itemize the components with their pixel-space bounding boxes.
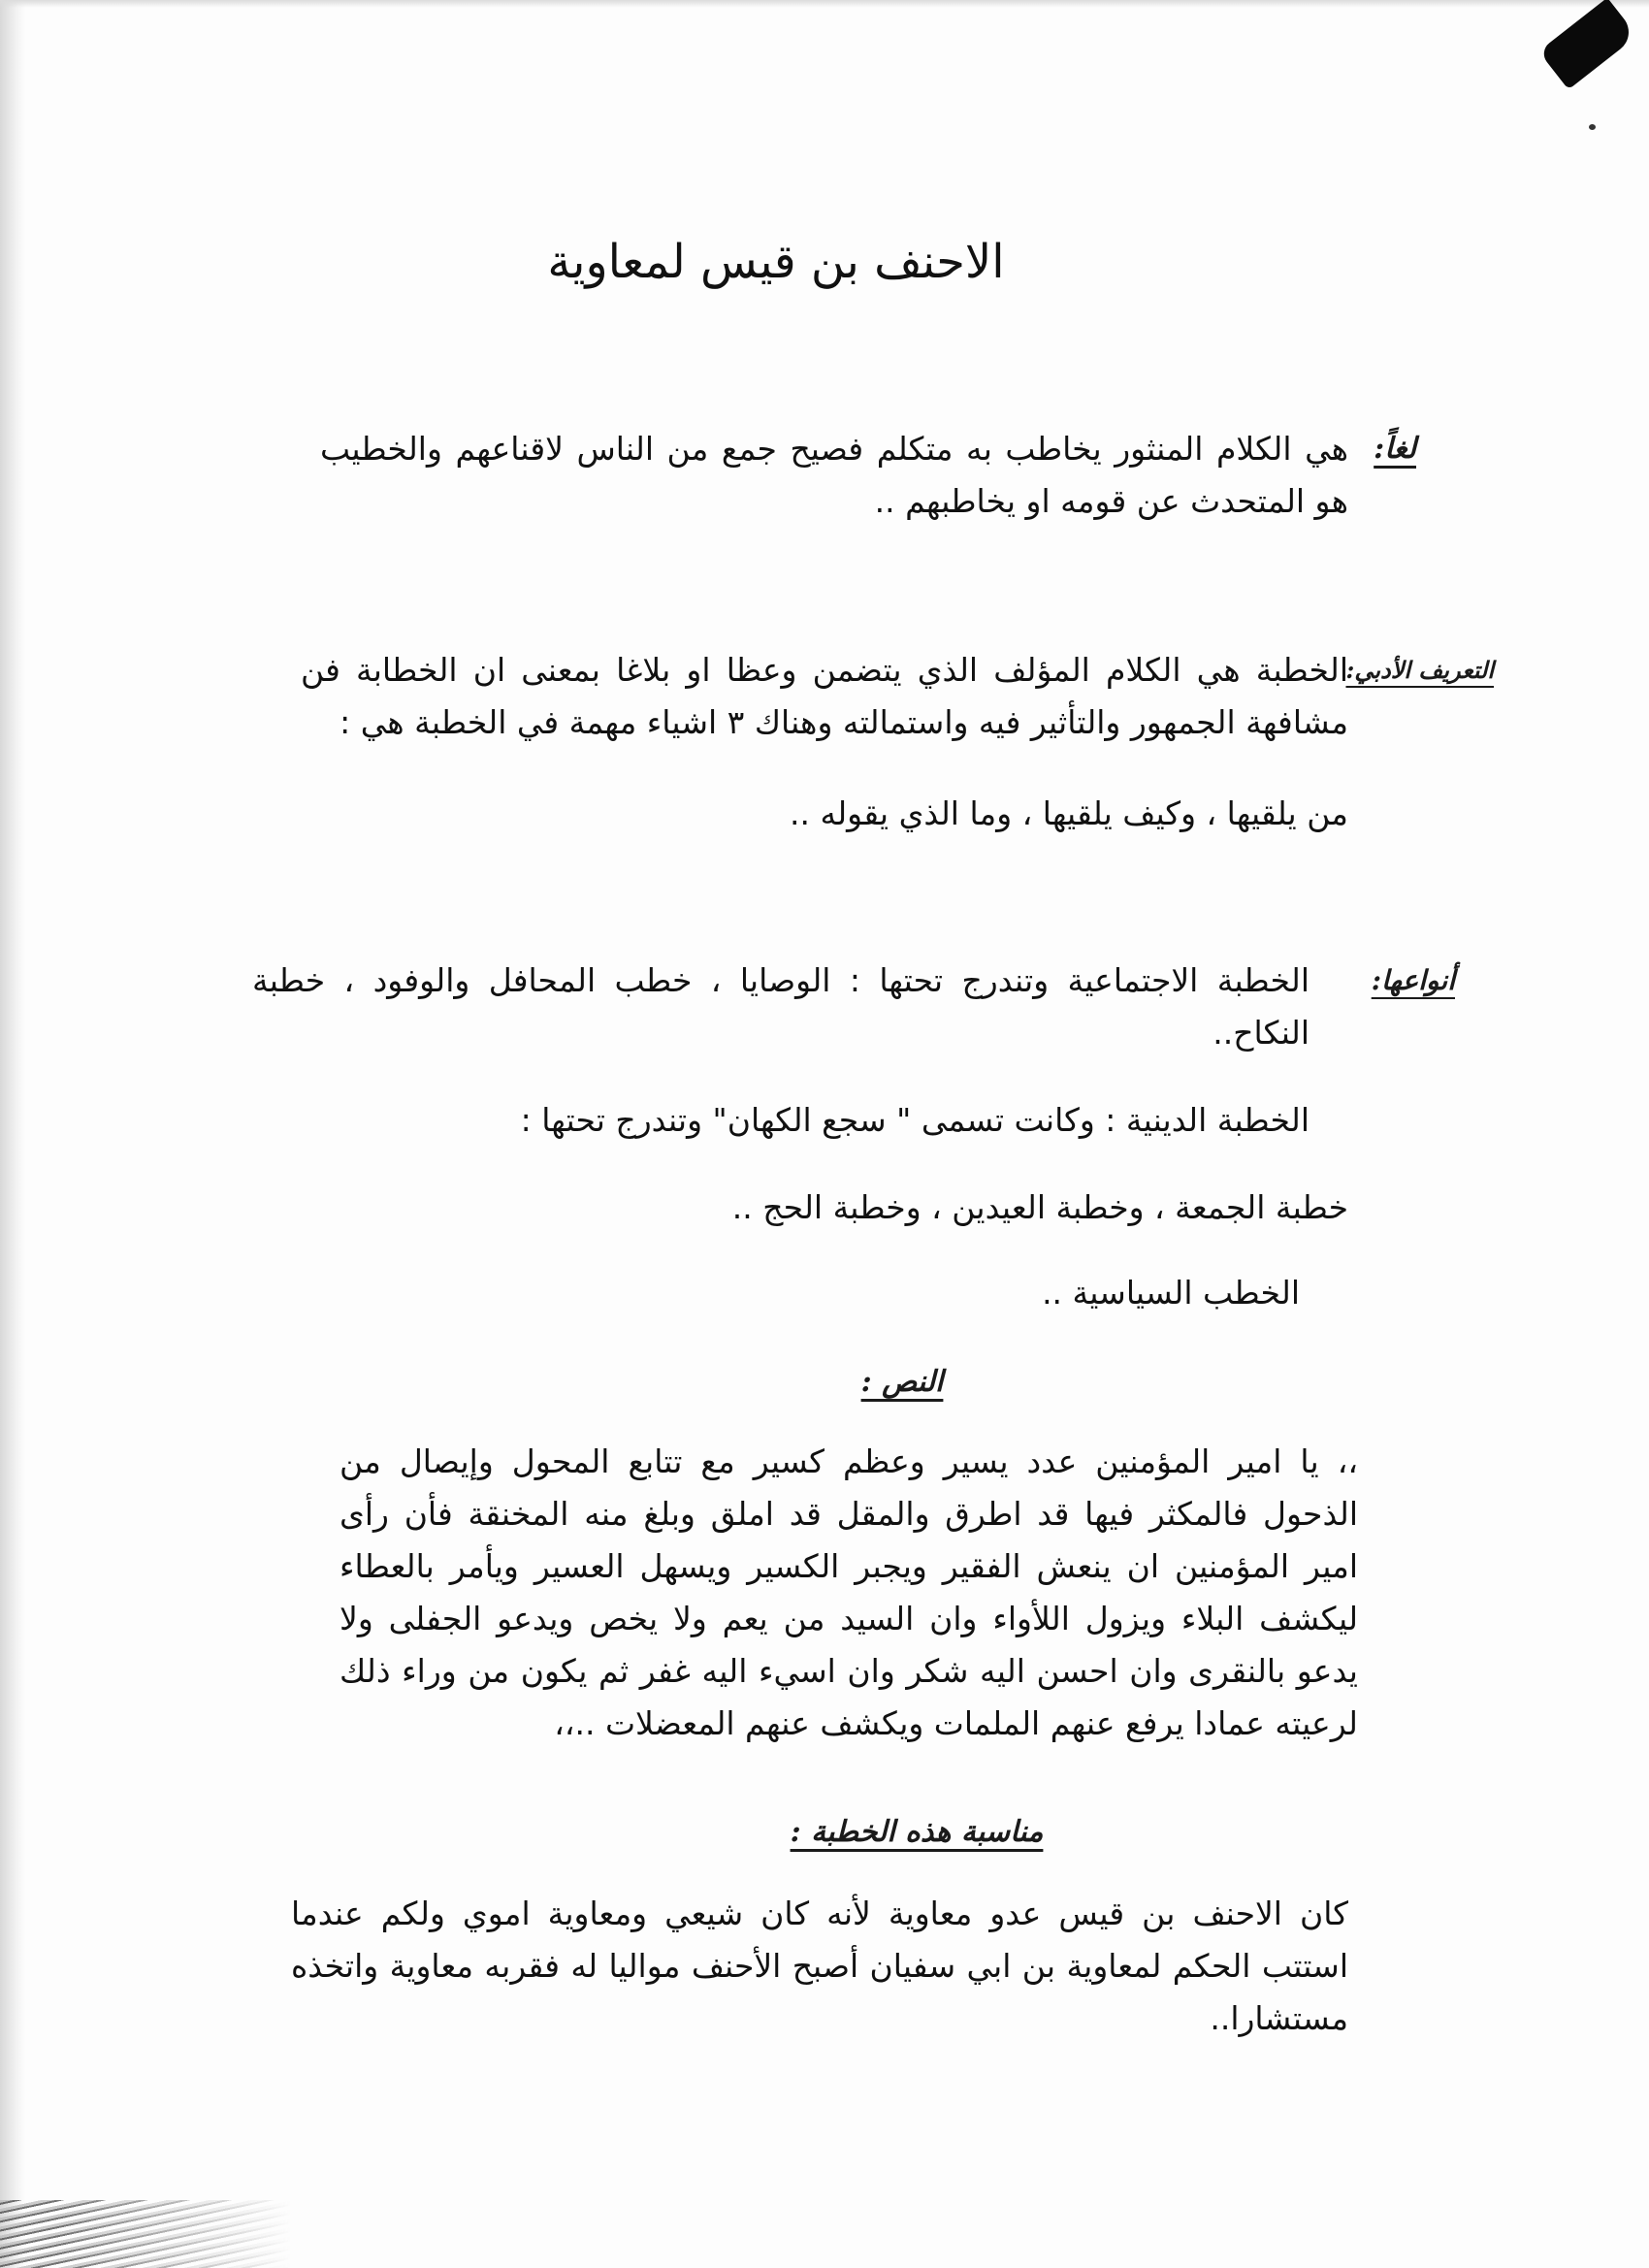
label-lugha: لغاً: [1374,432,1416,466]
paragraph-munasaba: كان الاحنف بن قيس عدو معاوية لأنه كان شيعي ومعاوية اموي ولكم عندما استتب الحكم لمعاوية بن ابي سفيان أصبح الأحنف مواليا له فقربه معاوية واتخذه مستشارا.. [291,1895,1348,2037]
label-anwa: أنواعها: [1371,964,1455,996]
type-religious-items: خطبة الجمعة ، وخطبة العيدين ، وخطبة الحج .. [731,1188,1348,1226]
type-religious: الخطبة الدينية : وكانت تسمى " سجع الكهان" وتندرج تحتها : [520,1101,1310,1139]
paragraph-tarif-items: من يلقيها ، وكيف يلقيها ، وما الذي يقوله .. [789,794,1348,832]
ink-dot [1589,124,1596,130]
paragraph-lugha: هي الكلام المنثور يخاطب به متكلم فصيح جمع من الناس لاقناعهم والخطيب هو المتحدث عن قومه او يخاطبهم .. [320,430,1348,520]
label-tarif: التعريف الأدبي: [1345,656,1494,684]
heading-munasaba: مناسبة هذه الخطبة : [790,1815,1044,1849]
scan-edge-shadow [0,0,25,2268]
paragraph-tarif: الخطبة هي الكلام المؤلف الذي يتضمن وعظا او بلاغا بمعنى ان الخطابة فن مشافهة الجمهور والتأثير فيه واستمالته وهناك ٣ اشياء مهمة في الخطبة هي : [301,651,1348,741]
type-social: الخطبة الاجتماعية وتندرج تحتها : الوصايا ، خطب المحافل والوفود ، خطبة النكاح.. [252,961,1310,1052]
paragraph-nass: ،، يا امير المؤمنين عدد يسير وعظم كسير مع تتابع المحول وإيصال من الذحول فالمكثر فيها قد اطرق والمقل قد املق وبلغ منه المخنقة فأن رأى امير المؤمنين ان ينعش الفقير ويجبر الكسير ويسهل العسير ويأمر بالعطاء ليكشف البلاء ويزول اللأواء وان السيد من يعم ولا يخص ويدعو الجفلى ولا يدعو بالنقرى وان احسن اليه شكر وان اسيء اليه غفر ثم يكون من وراء ذلك لرعيته عمادا يرفع عنهم الملمات ويكشف عنهم المعضلات ..،، [340,1442,1358,1742]
ink-smudge [1538,0,1637,89]
scan-top-shadow [0,0,1649,8]
type-political: الخطب السياسية .. [1042,1274,1300,1312]
scan-corner-artifact [0,2200,291,2268]
page-title: الاحنف بن قيس لمعاوية [547,235,1005,289]
heading-nass: النص : [860,1365,944,1399]
